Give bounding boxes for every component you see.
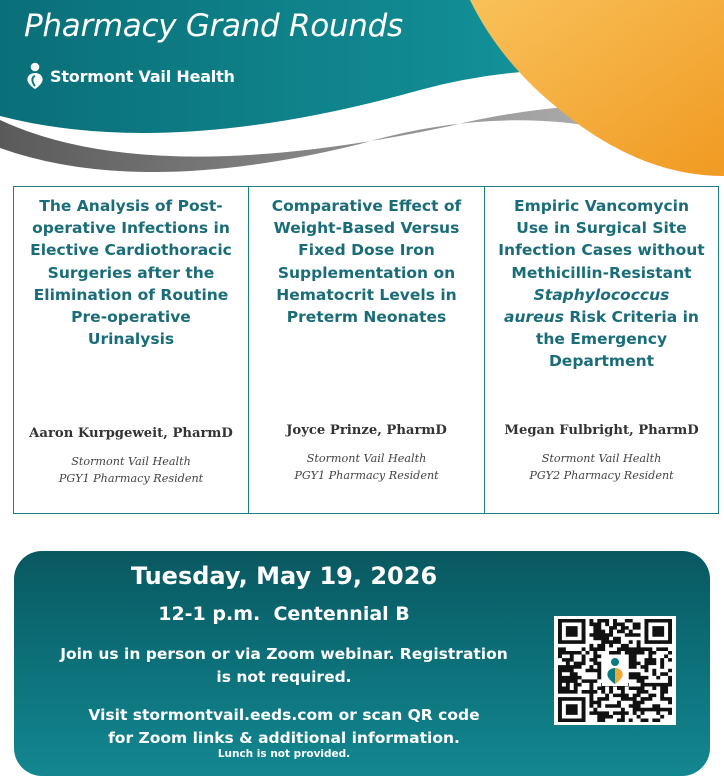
- presentation-panel-1: [13, 186, 249, 514]
- presenter-affiliation: Stormont Vail Health PGY2 Pharmacy Resident: [529, 452, 674, 482]
- presentation-panel-3: [484, 186, 719, 514]
- presenter-affiliation: Stormont Vail Health PGY1 Pharmacy Resident: [294, 452, 439, 482]
- brand-logo: [26, 62, 235, 90]
- presentation-title: Empiric Vancomycin Use in Surgical Site Infection Cases without Methicillin-Resistant Staphylococcus aureus Risk Criteria in the Emergency Department: [498, 197, 705, 371]
- presenter-name: Joyce Prinze, PharmD: [286, 423, 447, 438]
- qr-code-icon[interactable]: [554, 616, 676, 725]
- event-time-location: 12-1 p.m. Centennial B: [158, 603, 410, 625]
- brand-name: Stormont Vail Health: [50, 66, 235, 86]
- page-title: Pharmacy Grand Rounds: [24, 8, 403, 44]
- presentation-title: Comparative Effect of Weight-Based Versus Fixed Dose Iron Supplementation on Hematocrit Levels in Preterm Neonates: [271, 197, 462, 327]
- presenter-name: Aaron Kurpgeweit, PharmD: [29, 426, 233, 441]
- stormont-vail-heart-icon: [26, 62, 44, 90]
- presenter-affiliation: Stormont Vail Health PGY1 Pharmacy Resident: [58, 455, 204, 485]
- orange-swoosh: [470, 0, 724, 176]
- zoom-info-message: Visit stormontvail.eeds.com or scan QR code for Zoom links & additional information.: [88, 706, 480, 747]
- presentation-title: The Analysis of Post- operative Infections in Elective Cardiothoracic Surgeries after the Elimination of Routine Pre-operative Urinalysis: [30, 197, 232, 349]
- qr-center-logo: [602, 656, 628, 686]
- presenter-name: Megan Fulbright, PharmD: [504, 423, 699, 438]
- event-date: Tuesday, May 19, 2026: [130, 562, 438, 590]
- presentation-panel-2: [248, 186, 485, 514]
- event-info-box: [14, 551, 710, 776]
- lunch-note: Lunch is not provided.: [217, 748, 351, 760]
- attendance-message: Join us in person or via Zoom webinar. Registration is not required.: [60, 645, 508, 686]
